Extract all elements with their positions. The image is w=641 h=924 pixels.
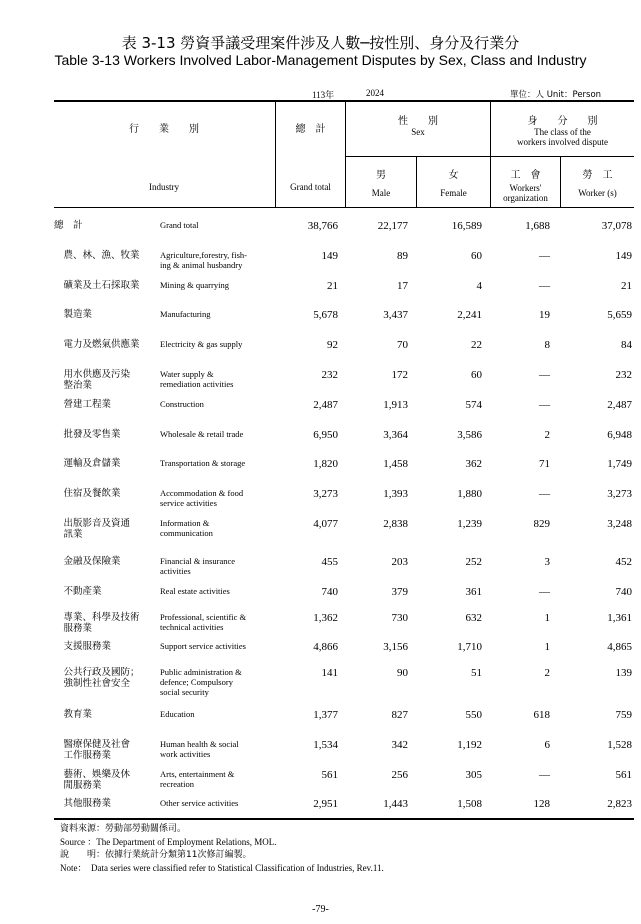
header-worker-zh: 勞 工 [582, 170, 613, 181]
workers-organization-value: — [539, 280, 550, 292]
grand-total-value: 92 [327, 339, 338, 351]
industry-name-zh: 住宿及餐飲業 [54, 488, 121, 499]
industry-name-en: Water supply & remediation activities [160, 369, 234, 389]
female-value: 361 [465, 586, 482, 598]
workers-value: 2,823 [607, 798, 632, 810]
industry-name-zh: 不動產業 [54, 586, 102, 597]
header-class-en-1: The class of the [534, 127, 591, 137]
female-value: 51 [471, 667, 482, 679]
workers-organization-value: 8 [544, 339, 550, 351]
female-value: 60 [471, 250, 482, 262]
header-female-zh: 女 [448, 170, 459, 181]
grand-total-value: 3,273 [313, 488, 338, 500]
female-value: 22 [471, 339, 482, 351]
female-value: 632 [465, 612, 482, 624]
header-union-en-2: organization [503, 193, 548, 203]
year-ad: 2024 [366, 88, 384, 98]
industry-name-zh: 製造業 [54, 309, 93, 320]
workers-organization-value: — [539, 769, 550, 781]
industry-name-en: Agriculture,forestry, fish- ing & animal husbandry [160, 250, 248, 270]
male-value: 172 [391, 369, 408, 381]
male-value: 256 [391, 769, 408, 781]
male-value: 3,437 [383, 309, 408, 321]
female-value: 3,586 [457, 429, 482, 441]
industry-name-zh: 藝術、娛樂及休 閒服務業 [63, 769, 131, 791]
industry-name-en: Support service activities [160, 641, 246, 651]
grand-total-value: 5,678 [313, 309, 338, 321]
grand-total-value: 141 [321, 667, 338, 679]
grand-total-value: 740 [321, 586, 338, 598]
industry-name-zh: 電力及燃氣供應業 [54, 339, 140, 350]
workers-organization-value: 1,688 [525, 220, 550, 232]
workers-organization-value: — [539, 488, 550, 500]
grand-total-value: 1,534 [313, 739, 338, 751]
male-value: 1,913 [383, 399, 408, 411]
male-value: 3,156 [383, 641, 408, 653]
industry-name-zh: 批發及零售業 [54, 429, 121, 440]
female-value: 1,239 [457, 518, 482, 530]
industry-name-en: Real estate activities [160, 586, 230, 596]
female-value: 305 [465, 769, 482, 781]
industry-name-en: Electricity & gas supply [160, 339, 243, 349]
grand-total-value: 4,077 [313, 518, 338, 530]
grand-total-value: 21 [327, 280, 338, 292]
male-value: 70 [397, 339, 408, 351]
grand-total-value: 1,820 [313, 458, 338, 470]
header-industry-en: Industry [149, 182, 179, 192]
industry-name-zh: 教育業 [54, 709, 93, 720]
industry-name-en: Construction [160, 399, 204, 409]
industry-name-zh: 金融及保險業 [54, 556, 121, 567]
workers-value: 3,273 [607, 488, 632, 500]
industry-name-zh: 用水供應及污染 整治業 [63, 369, 131, 391]
grand-total-value: 149 [321, 250, 338, 262]
footnotes [60, 823, 384, 875]
male-value: 3,364 [383, 429, 408, 441]
workers-value: 5,659 [607, 309, 632, 321]
industry-name-en: Financial & insurance activities [160, 556, 236, 576]
workers-value: 1,361 [607, 612, 632, 624]
workers-organization-value: 1 [544, 612, 550, 624]
unit-label: 單位：人 Unit：Person [510, 90, 602, 100]
workers-value: 452 [615, 556, 632, 568]
industry-name-en: Transportation & storage [160, 458, 246, 468]
source-note-zh: 資料來源：勞動部勞動關係司。 [60, 824, 187, 834]
industry-name-zh: 醫療保健及社會 工作服務業 [63, 739, 131, 761]
header-male-zh: 男 [376, 170, 386, 181]
industry-name-en: Information & communication [160, 518, 213, 538]
workers-organization-value: 618 [533, 709, 550, 721]
workers-value: 37,078 [601, 220, 632, 232]
workers-value: 84 [621, 339, 632, 351]
header-total-zh: 總 計 [295, 124, 326, 135]
workers-organization-value: 1 [544, 641, 550, 653]
grand-total-value: 2,951 [313, 798, 338, 810]
classification-note-en: Note： Data series were classified refer to Statistical Classification of Industries, Rev.11. [60, 863, 384, 873]
male-value: 1,393 [383, 488, 408, 500]
female-value: 1,192 [457, 739, 482, 751]
header-class-zh: 身 分 別 [527, 116, 598, 127]
industry-name-zh: 礦業及土石採取業 [54, 280, 140, 291]
workers-value: 21 [621, 280, 632, 292]
header-industry-zh: 行 業 別 [129, 124, 199, 135]
grand-total-value: 455 [321, 556, 338, 568]
industry-name-zh: 出版影音及資通 訊業 [63, 518, 131, 540]
female-value: 362 [465, 458, 482, 470]
female-value: 4 [476, 280, 482, 292]
workers-organization-value: — [539, 399, 550, 411]
workers-organization-value: 829 [533, 518, 550, 530]
industry-name-zh: 其他服務業 [54, 798, 112, 809]
male-value: 203 [391, 556, 408, 568]
grand-total-value: 1,362 [313, 612, 338, 624]
industry-name-en: Public administration & defence; Compulsory social security [160, 667, 242, 697]
grand-total-value: 561 [321, 769, 338, 781]
explanation-note-zh: 說 明：依據行業統計分類第11次修訂編製。 [60, 850, 252, 860]
female-value: 252 [465, 556, 482, 568]
workers-organization-value: — [539, 250, 550, 262]
workers-organization-value: 3 [544, 556, 550, 568]
workers-organization-value: — [539, 369, 550, 381]
workers-value: 232 [615, 369, 632, 381]
year-roc: 113年 [312, 90, 335, 100]
workers-value: 759 [615, 709, 632, 721]
workers-organization-value: 19 [539, 309, 550, 321]
female-value: 1,508 [457, 798, 482, 810]
industry-name-zh: 支援服務業 [54, 641, 112, 652]
male-value: 730 [391, 612, 408, 624]
industry-name-en: Education [160, 709, 195, 719]
grand-total-value: 38,766 [307, 220, 338, 232]
industry-name-zh: 總 計 [54, 220, 83, 231]
workers-organization-value: 71 [539, 458, 550, 470]
page-title-zh: 表 3-13 勞資爭議受理案件涉及人數─按性別、身分及行業分 [121, 34, 520, 52]
female-value: 1,710 [457, 641, 482, 653]
female-value: 550 [465, 709, 482, 721]
industry-name-en: Wholesale & retail trade [160, 429, 244, 439]
header-sex-zh: 性 別 [398, 116, 438, 127]
female-value: 1,880 [457, 488, 482, 500]
male-value: 827 [391, 709, 408, 721]
grand-total-value: 6,950 [313, 429, 338, 441]
header-male-en: Male [371, 188, 391, 198]
industry-name-zh: 專業、科學及技術 服務業 [63, 612, 140, 634]
industry-name-en: Manufacturing [160, 309, 211, 319]
workers-value: 3,248 [607, 518, 632, 530]
header-total-en: Grand total [290, 182, 331, 192]
male-value: 379 [391, 586, 408, 598]
industry-name-zh: 營建工程業 [54, 399, 112, 410]
workers-organization-value: 6 [544, 739, 550, 751]
female-value: 574 [465, 399, 482, 411]
grand-total-value: 1,377 [313, 709, 338, 721]
industry-name-en: Human health & social work activities [160, 739, 239, 759]
male-value: 22,177 [377, 220, 408, 232]
workers-value: 2,487 [607, 399, 632, 411]
grand-total-value: 232 [321, 369, 338, 381]
header-union-zh: 工 會 [510, 170, 541, 181]
industry-name-zh: 農、林、漁、牧業 [54, 250, 140, 261]
male-value: 17 [397, 280, 408, 292]
workers-organization-value: 2 [544, 429, 550, 441]
female-value: 60 [471, 369, 482, 381]
page-title-en: Table 3-13 Workers Involved Labor-Management Disputes by Sex, Class and Industry [54, 52, 587, 68]
industry-name-en: Other service activities [160, 798, 239, 808]
industry-name-en: Mining & quarrying [160, 280, 229, 290]
header-union-en-1: Workers' [509, 183, 542, 193]
page-number: -79- [312, 904, 329, 915]
male-value: 1,443 [383, 798, 408, 810]
male-value: 89 [397, 250, 408, 262]
header-sex-en: Sex [411, 127, 425, 137]
workers-value: 6,948 [607, 429, 632, 441]
workers-value: 561 [615, 769, 632, 781]
header-class-en-2: workers involved dispute [517, 137, 608, 147]
male-value: 90 [397, 667, 408, 679]
workers-organization-value: 2 [544, 667, 550, 679]
workers-value: 139 [615, 667, 632, 679]
workers-value: 1,749 [607, 458, 632, 470]
workers-value: 740 [615, 586, 632, 598]
industry-name-en: Accommodation & food service activities [160, 488, 244, 508]
male-value: 2,838 [383, 518, 408, 530]
female-value: 16,589 [451, 220, 482, 232]
workers-organization-value: 128 [533, 798, 550, 810]
industry-name-en: Grand total [160, 220, 199, 230]
industry-name-zh: 公共行政及國防； 強制性社會安全 [63, 667, 140, 689]
industry-name-en: Arts, entertainment & recreation [160, 769, 235, 789]
workers-value: 4,865 [607, 641, 632, 653]
male-value: 1,458 [383, 458, 408, 470]
workers-organization-value: — [539, 586, 550, 598]
female-value: 2,241 [457, 309, 482, 321]
male-value: 342 [391, 739, 408, 751]
grand-total-value: 4,866 [313, 641, 338, 653]
source-note-en: Source ：The Department of Employment Relations, MOL. [60, 837, 277, 847]
header-female-en: Female [440, 188, 467, 198]
header-worker-en: Worker (s) [578, 188, 617, 198]
workers-value: 1,528 [607, 739, 632, 751]
industry-name-zh: 運輸及倉儲業 [54, 458, 121, 469]
workers-value: 149 [615, 250, 632, 262]
grand-total-value: 2,487 [313, 399, 338, 411]
industry-name-en: Professional, scientific & technical activities [160, 612, 247, 632]
